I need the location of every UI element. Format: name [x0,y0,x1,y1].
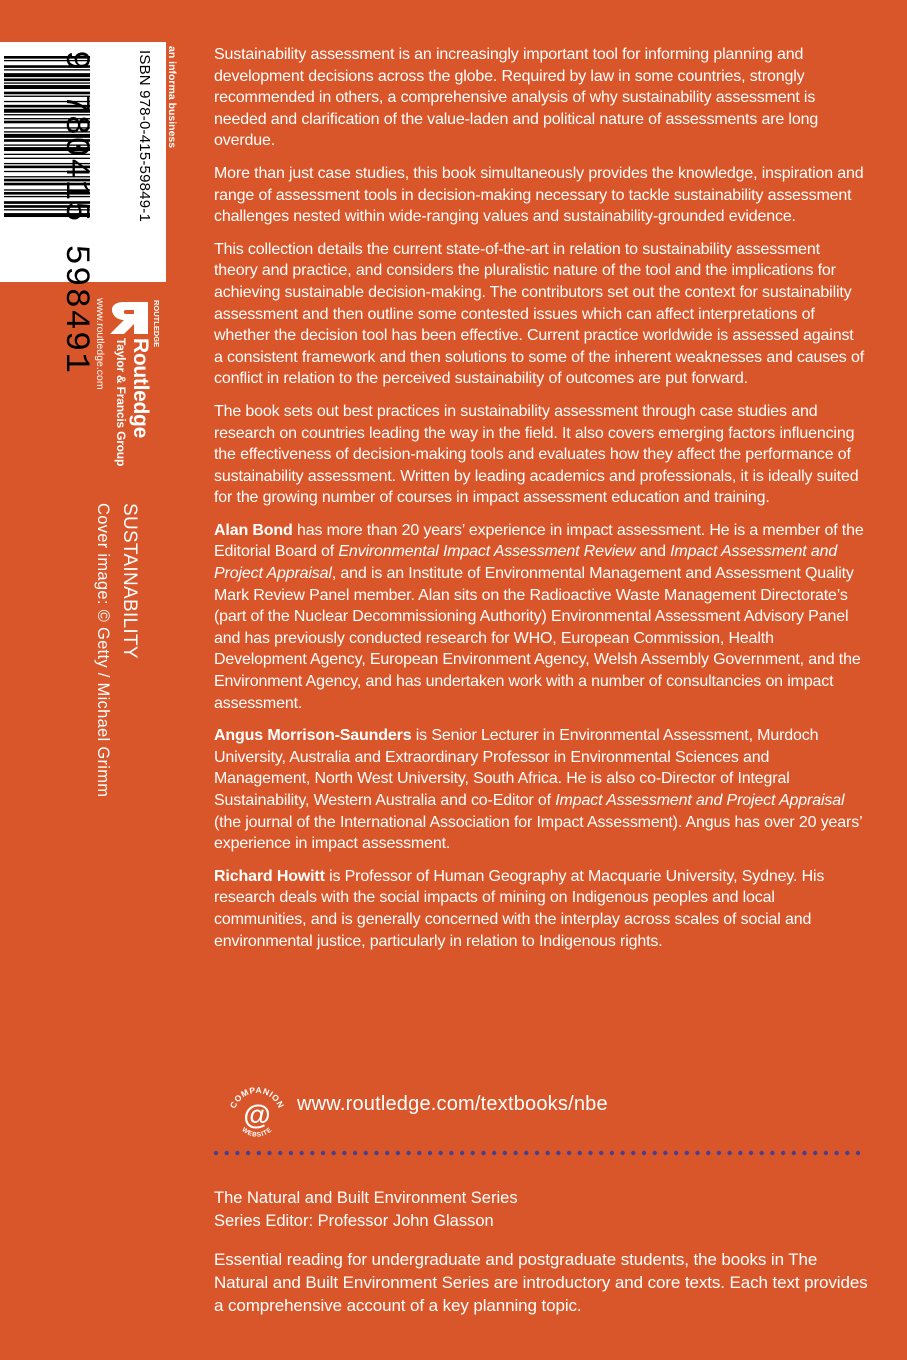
companion-badge-symbol: @ [243,1099,271,1130]
isbn-digits: 9 780415 598491 [56,50,94,375]
companion-badge-bottom: WEBSITE [240,1126,274,1139]
publisher-group: Taylor & Francis Group [114,338,128,467]
journal-title: Impact Assessment and Project Appraisal [214,543,838,583]
journal-title: Impact Assessment and Project Appraisal [555,792,845,809]
series-editor: Series Editor: Professor John Glasson [214,1212,494,1230]
publisher-website: www.routledge.com [94,298,106,390]
back-cover-side-strip [0,0,180,1360]
author-name: Richard Howitt [214,867,325,885]
isbn-label: ISBN 978-0-415-59849-1 [136,50,153,223]
dotted-divider [212,1148,862,1158]
companion-website-icon [224,1082,290,1148]
author-name: Angus Morrison-Saunders [214,727,412,745]
informa-tagline: an informa business [166,46,178,149]
author-name: Alan Bond [214,521,293,539]
companion-badge-top: COMPANION [227,1084,287,1110]
blurb-paragraph-2: More than just case studies, this book simultaneously provides the knowledge, inspiration and range of assessment tools in decision-making necessary to tackle sustainability assessment challenges nested within wide-ranging values and sustainability-grounded evidence. [214,164,864,226]
journal-title: Environmental Impact Assessment Review [338,543,636,561]
series-info [214,1187,864,1233]
publisher-name: Routledge [129,338,152,438]
series-name: The Natural and Built Environment Series [214,1189,518,1207]
routledge-logo-icon [104,298,161,348]
subject-category: SUSTAINABILITY [119,503,140,659]
author-bio-howitt: Richard Howitt is Professor of Human Geography at Macquarie University, Sydney. His research deals with the social impacts of mining on Indigenous peoples and local communities, and is generally concerned with the interplay across scales of social and environmental justice, particularly in relation to Indigenous rights. [214,867,825,950]
author-bio-bond: Alan Bond has more than 20 years’ experience in impact assessment. He is a member of the Editorial Board of Environmental Impact Assessment Review and Impact Assessment and Project Appraisal, and is an Institute of Environmental Management and Assessment Quality Mark Review Panel member. Alan sits on the Radioactive Waste Management Directorate’s (part of the Nuclear Decommissioning Authority) Environmental Assessment Advisory Panel and has previously conducted research for WHO, European Commission, Health Development Agency, European Environment Agency, Welsh Assembly Government, and the Environment Agency, and has undertaken work with a number of consultancies on impact assessment. [214,521,864,712]
cover-image-credit: Cover image: © Getty / Michael Grimm [94,503,112,798]
back-cover-blurb [214,44,864,963]
author-bio-morrison-saunders: Angus Morrison-Saunders is Senior Lecturer in Environmental Assessment, Murdoch University, Australia and Extraordinary Professor in Environmental Sciences and Management, North West University, South Africa. He is also co-Director of Integral Sustainability, Western Australia and co-Editor of Impact Assessment and Project Appraisal (the journal of the International Association for Impact Assessment). Angus has over 20 years’ experience in impact assessment. [214,727,862,853]
routledge-logo-wordmark: ROUTLEDGE [152,300,161,348]
blurb-paragraph-1: Sustainability assessment is an increasingly important tool for informing planning and development decisions across the globe. Required by law in some countries, strongly recommended in others, a comprehensive analysis of why sustainability assessment is needed and clarification of the value-laden and political nature of assessments are long overdue. [214,46,819,150]
blurb-paragraph-3: This collection details the current state-of-the-art in relation to sustainability assessment theory and practice, and considers the pluralistic nature of the tool and the implications for achieving sustainable decision-making. The contributors set out the context for sustainability assessment and then outline some contested issues which can affect interpretations of whether the decision tool has been effective. Current practice worldwide is assessed against a consistent framework and then solutions to some of the inherent weaknesses and causes of conflict in relation to the perceived sustainability of outcomes are put forward. [214,240,864,388]
companion-website-link[interactable]: www.routledge.com/textbooks/nbe [297,1093,608,1115]
series-description: Essential reading for undergraduate and postgraduate students, the books in The Natural and Built Environment Series are introductory and core texts. Each text provides a comprehensive account of a key planning topic. [214,1250,868,1315]
blurb-paragraph-4: The book sets out best practices in sustainability assessment through case studies and research on countries leading the way in the field. It also covers emerging factors influencing the effectiveness of decision-making tools and evaluates how they affect the performance of sustainability assessment. Written by leading academics and professionals, it is ideally suited for the growing number of courses in impact assessment education and training. [214,402,859,507]
